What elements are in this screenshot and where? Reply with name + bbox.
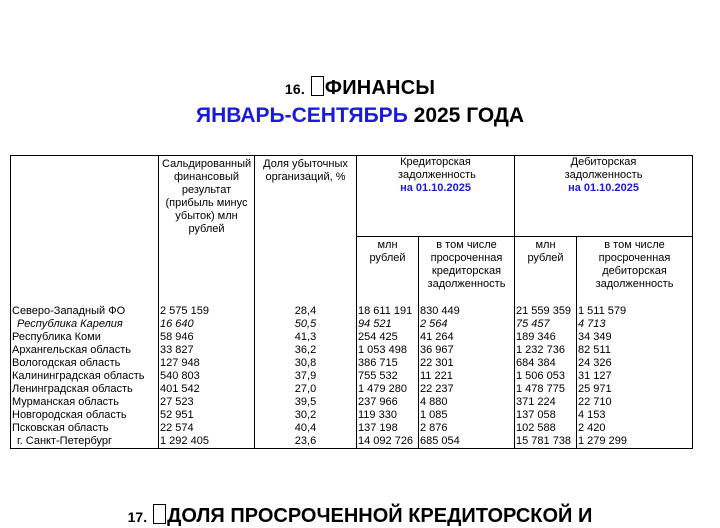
row-balance: 22 574	[159, 422, 255, 435]
header-credit-mln: млн рублей	[357, 237, 419, 306]
row-credit-overdue: 685 054	[419, 435, 515, 449]
row-credit-overdue: 11 221	[419, 370, 515, 383]
row-region-name: Республика Карелия	[11, 318, 159, 331]
next-section-title-text: ДОЛЯ ПРОСРОЧЕННОЙ КРЕДИТОРСКОЙ И	[167, 505, 593, 527]
next-section-number: 17.	[127, 509, 148, 525]
period-year: 2025 ГОДА	[413, 104, 525, 127]
row-balance: 52 951	[159, 409, 255, 422]
row-credit-overdue: 22 301	[419, 357, 515, 370]
header-loss-share: Доля убыточных организаций, %	[255, 156, 357, 306]
row-debit: 15 781 738	[515, 435, 577, 449]
row-debit-overdue: 31 127	[577, 370, 693, 383]
row-debit: 371 224	[515, 396, 577, 409]
row-balance: 33 827	[159, 344, 255, 357]
row-credit-overdue: 1 085	[419, 409, 515, 422]
row-balance: 401 542	[159, 383, 255, 396]
row-balance: 1 292 405	[159, 435, 255, 449]
row-balance: 2 575 159	[159, 305, 255, 318]
row-region-name: г. Санкт-Петербург	[11, 435, 159, 449]
row-debit-overdue: 2 420	[577, 422, 693, 435]
row-loss-share: 30,8	[255, 357, 357, 370]
row-credit-overdue: 22 237	[419, 383, 515, 396]
row-credit-overdue: 36 967	[419, 344, 515, 357]
row-loss-share: 23,6	[255, 435, 357, 449]
row-credit: 237 966	[357, 396, 419, 409]
row-loss-share: 39,5	[255, 396, 357, 409]
row-debit: 684 384	[515, 357, 577, 370]
section-title	[0, 76, 720, 100]
row-debit: 21 559 359	[515, 305, 577, 318]
row-debit-overdue: 1 279 299	[577, 435, 693, 449]
row-debit: 189 346	[515, 331, 577, 344]
section-number: 16.	[284, 81, 305, 97]
section-title-text: ФИНАНСЫ	[324, 77, 436, 99]
row-balance: 540 803	[159, 370, 255, 383]
header-credit-date: на 01.10.2025	[400, 182, 471, 194]
row-debit-overdue: 24 326	[577, 357, 693, 370]
row-credit: 119 330	[357, 409, 419, 422]
header-debit-mln: млн рублей	[515, 237, 577, 306]
row-region-name: Калининградская область	[11, 370, 159, 383]
row-region-name: Псковская область	[11, 422, 159, 435]
header-region-cell	[11, 156, 159, 306]
header-balance: Сальдированный финансовый результат (прибыль минус убыток) млн рублей	[159, 156, 255, 306]
row-debit-overdue: 82 511	[577, 344, 693, 357]
row-region-name: Северо-Западный ФО	[11, 305, 159, 318]
header-debit-title: Дебиторская задолженность	[564, 156, 643, 181]
row-region-name: Мурманская область	[11, 396, 159, 409]
row-credit: 1 053 498	[357, 344, 419, 357]
table-row	[11, 331, 693, 344]
row-credit-overdue: 41 264	[419, 331, 515, 344]
row-credit: 755 532	[357, 370, 419, 383]
row-credit: 1 479 280	[357, 383, 419, 396]
row-region-name: Ленинградская область	[11, 383, 159, 396]
row-loss-share: 41,3	[255, 331, 357, 344]
header-credit-overdue: в том числе просроченная кредиторская задолженность	[419, 237, 515, 306]
row-debit: 137 058	[515, 409, 577, 422]
row-region-name: Новгородская область	[11, 409, 159, 422]
row-loss-share: 36,2	[255, 344, 357, 357]
row-loss-share: 40,4	[255, 422, 357, 435]
row-debit: 1 478 775	[515, 383, 577, 396]
row-debit: 102 588	[515, 422, 577, 435]
header-row-top	[11, 156, 693, 237]
row-balance: 27 523	[159, 396, 255, 409]
row-debit: 75 457	[515, 318, 577, 331]
period-months: ЯНВАРЬ-СЕНТЯБРЬ	[195, 104, 408, 127]
table-row	[11, 357, 693, 370]
header-debit-group	[515, 156, 693, 237]
row-credit-overdue: 2 564	[419, 318, 515, 331]
table-row	[11, 344, 693, 357]
header-debit-overdue: в том числе просроченная дебиторская задолженность	[577, 237, 693, 306]
header-credit-group	[357, 156, 515, 237]
table-row	[11, 396, 693, 409]
row-credit: 94 521	[357, 318, 419, 331]
row-debit: 1 506 053	[515, 370, 577, 383]
row-debit-overdue: 25 971	[577, 383, 693, 396]
table-row	[11, 409, 693, 422]
row-balance: 16 640	[159, 318, 255, 331]
row-debit-overdue: 22 710	[577, 396, 693, 409]
row-loss-share: 27,0	[255, 383, 357, 396]
row-balance: 58 946	[159, 331, 255, 344]
row-loss-share: 37,9	[255, 370, 357, 383]
row-credit: 14 092 726	[357, 435, 419, 449]
row-credit: 386 715	[357, 357, 419, 370]
table-row	[11, 305, 693, 318]
row-debit-overdue: 1 511 579	[577, 305, 693, 318]
header-credit-title: Кредиторская задолженность	[398, 156, 476, 181]
table-row	[11, 435, 693, 449]
table-row	[11, 422, 693, 435]
finance-table	[10, 155, 693, 449]
row-credit-overdue: 2 876	[419, 422, 515, 435]
row-debit-overdue: 34 349	[577, 331, 693, 344]
row-loss-share: 30,2	[255, 409, 357, 422]
missing-glyph-box-icon	[153, 504, 166, 524]
row-region-name: Республика Коми	[11, 331, 159, 344]
header-debit-date: на 01.10.2025	[568, 182, 639, 194]
row-credit-overdue: 830 449	[419, 305, 515, 318]
row-debit-overdue: 4 713	[577, 318, 693, 331]
row-credit: 18 611 191	[357, 305, 419, 318]
row-credit: 137 198	[357, 422, 419, 435]
section-period	[0, 104, 720, 128]
row-region-name: Архангельская область	[11, 344, 159, 357]
row-loss-share: 50,5	[255, 318, 357, 331]
row-region-name: Вологодская область	[11, 357, 159, 370]
row-balance: 127 948	[159, 357, 255, 370]
row-loss-share: 28,4	[255, 305, 357, 318]
row-debit: 1 232 736	[515, 344, 577, 357]
missing-glyph-box-icon	[311, 76, 324, 96]
table-row	[11, 383, 693, 396]
table-row	[11, 370, 693, 383]
row-debit-overdue: 4 153	[577, 409, 693, 422]
row-credit: 254 425	[357, 331, 419, 344]
next-section-title	[0, 504, 720, 528]
row-credit-overdue: 4 880	[419, 396, 515, 409]
table-row	[11, 318, 693, 331]
